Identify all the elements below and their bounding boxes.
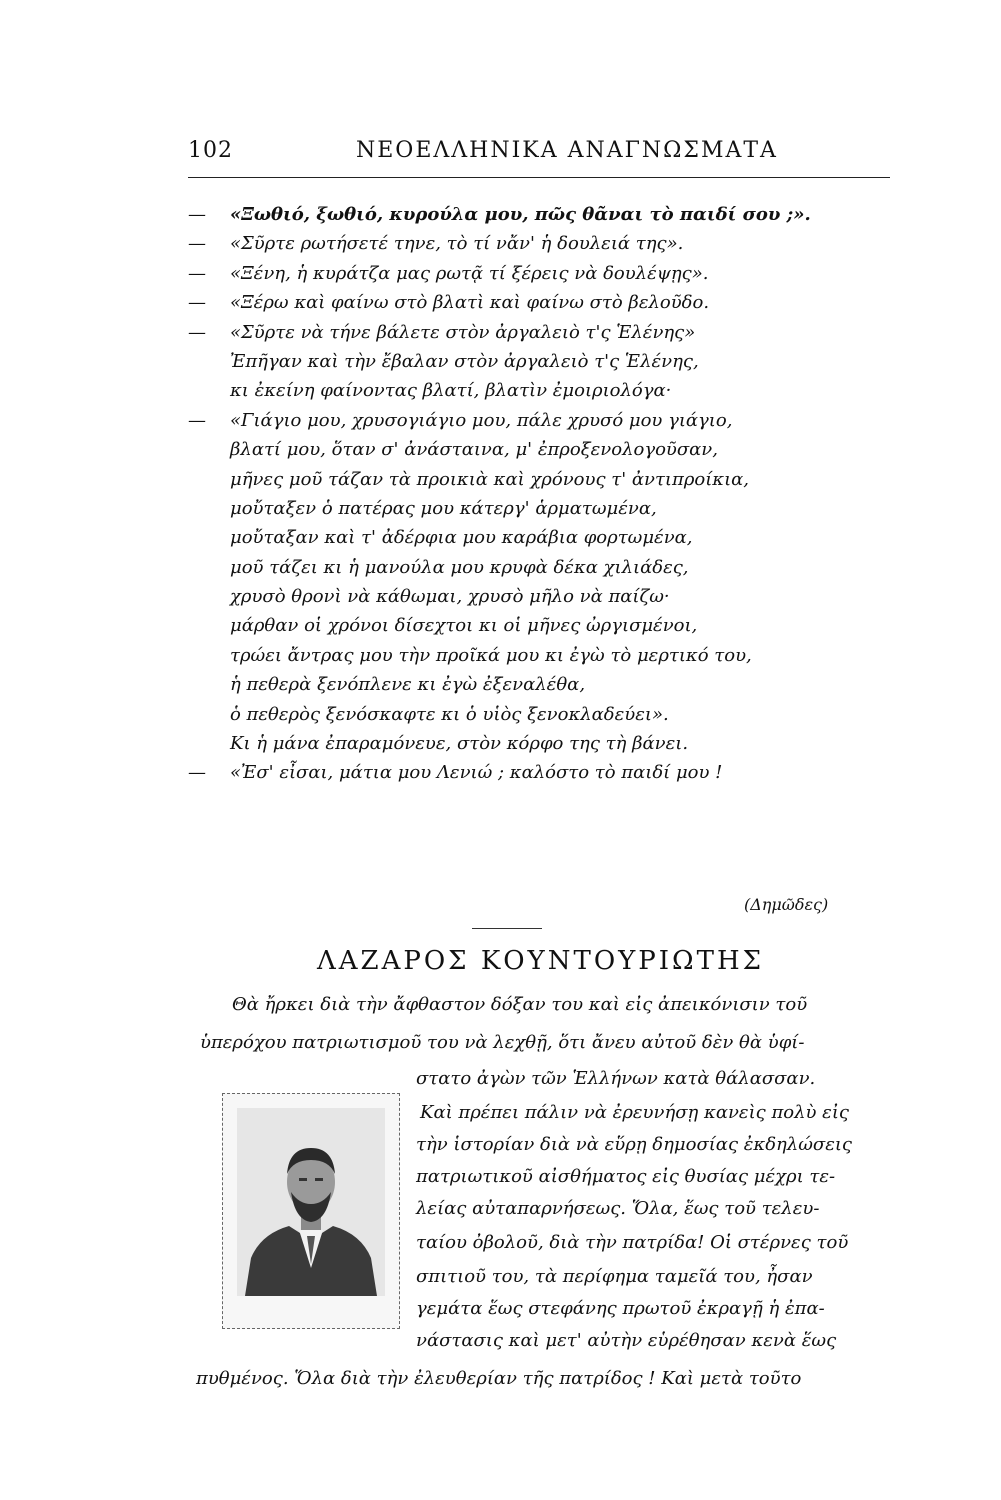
page-number: 102 (188, 138, 233, 163)
poem-line-text: «Ξωθιό, ξωθιό, κυρούλα μου, πῶς θᾶναι τὸ παιδί σου ;». (230, 204, 811, 225)
article-line: νάστασις καὶ μετ' αὐτὴν εὑρέθησαν κενὰ ἕως (416, 1330, 837, 1351)
section-separator (472, 928, 542, 929)
dialogue-dash: — (188, 204, 206, 225)
article-line: Θὰ ἤρκει διὰ τὴν ἄφθαστον δόξαν του καὶ εἰς ἀπεικόνισιν τοῦ (232, 994, 808, 1015)
dialogue-dash: — (188, 409, 206, 431)
running-title: ΝΕΟΕΛΛΗΝΙΚΑ ΑΝΑΓΝΩΣΜΑΤΑ (356, 138, 778, 163)
article-line: τὴν ἱστορίαν διὰ νὰ εὕρῃ δημοσίας ἐκδηλώσεις (416, 1134, 852, 1155)
poem-line-text: «Σῦρτε ρωτήσετέ τηνε, τὸ τί νἄν' ἡ δουλειά της». (230, 233, 684, 255)
poem-line-text: χρυσὸ θρονὶ νὰ κάθωμαι, χρυσὸ μῆλο νὰ παίζω· (230, 586, 670, 608)
poem-line-text: τρώει ἄντρας μου τὴν προῖκά μου κι ἐγὼ τὸ μερτικό του, (230, 644, 752, 666)
poem-line (188, 229, 908, 258)
article-line: λείας αὐταπαρνήσεως. Ὅλα, ἕως τοῦ τελευ- (416, 1198, 820, 1219)
poem-line (188, 700, 908, 729)
poem-line (188, 582, 908, 611)
article-line: ταίου ὀβολοῦ, διὰ τὴν πατρίδα! Οἱ στέρνες τοῦ (416, 1232, 849, 1253)
poem-line (188, 641, 908, 670)
dialogue-dash: — (188, 262, 206, 284)
poem-line (188, 259, 908, 288)
article-line: γεμάτα ἕως στεφάνης πρωτοῦ ἐκραγῇ ἡ ἐπα- (416, 1298, 825, 1319)
article-line: πατριωτικοῦ αἰσθήματος εἰς θυσίας μέχρι τε- (416, 1166, 836, 1187)
poem-line-text: μοὔταξαν καὶ τ' ἀδέρφια μου καράβια φορτωμένα, (230, 527, 693, 549)
portrait-photo (237, 1108, 385, 1296)
poem-line (188, 729, 908, 758)
poem-line-text: «Σῦρτε νὰ τήνε βάλετε στὸν ἀργαλειὸ τ'ς Ἑλένης» (230, 321, 696, 343)
poem-line-text: Κι ἡ μάνα ἐπαραμόνευε, στὸν κόρφο της τὴ βάνει. (230, 733, 689, 755)
poem-line-text: «Ξένη, ἡ κυράτζα μας ρωτᾷ τί ξέρεις νὰ δουλέψῃς». (230, 262, 709, 284)
poem-line (188, 288, 908, 317)
poem-line (188, 494, 908, 523)
poem-line-text: μῆνες μοῦ τάζαν τὰ προικιὰ καὶ χρόνους τ' ἀντιπροίκια, (230, 468, 750, 490)
poem-line (188, 376, 908, 405)
folk-poem (188, 200, 908, 788)
poem-line-text: ὁ πεθερὸς ξενόσκαφτε κι ὁ υἱὸς ξενοκλαδεύει». (230, 703, 669, 725)
poem-line-text: κι ἐκείνη φαίνοντας βλατί, βλατὶν ἐμοιριολόγα· (230, 380, 672, 402)
dialogue-dash: — (188, 321, 206, 343)
poem-line (188, 318, 908, 347)
portrait-frame (222, 1093, 400, 1329)
poem-line-text: «Ἐσ' εἶσαι, μάτια μου Λενιώ ; καλόστο τὸ παιδί μου ! (230, 762, 723, 784)
poem-line-text: μάρθαν οἱ χρόνοι δίσεχτοι κι οἱ μῆνες ὠργισμένοι, (230, 615, 698, 637)
poem-line-text: βλατί μου, ὅταν σ' ἀνάσταινα, μ' ἐπροξενολογοῦσαν, (230, 439, 718, 461)
article-line: πυθμένος. Ὅλα διὰ τὴν ἐλευθερίαν τῆς πατρίδος ! Καὶ μετὰ τοῦτο (196, 1368, 802, 1389)
poem-line (188, 553, 908, 582)
header-rule (188, 177, 890, 178)
page-header (188, 138, 890, 176)
dialogue-dash: — (188, 762, 206, 784)
poem-line-text: μοῦ τάζει κι ἡ μανούλα μου κρυφὰ δέκα χιλιάδες, (230, 556, 689, 578)
article-line: στατο ἀγὼν τῶν Ἑλλήνων κατὰ θάλασσαν. (416, 1068, 816, 1089)
dialogue-dash: — (188, 233, 206, 255)
article-line: σπιτιοῦ του, τὰ περίφημα ταμεῖά του, ἦσαν (416, 1266, 813, 1287)
portrait-illustration (237, 1108, 385, 1296)
article-line: Καὶ πρέπει πάλιν νὰ ἐρευνήσῃ κανεὶς πολὺ εἰς (420, 1102, 849, 1123)
poem-line-text: μοὔταξεν ὁ πατέρας μου κάτεργ' ἁρματωμένα, (230, 497, 657, 519)
poem-line (188, 406, 908, 435)
poem-line-text: «Ξέρω καὶ φαίνω στὸ βλατὶ καὶ φαίνω στὸ βελοῦδο. (230, 292, 710, 314)
poem-line-text: «Γιάγιο μου, χρυσογιάγιο μου, πάλε χρυσό μου γιάγιο, (230, 409, 733, 431)
poem-attribution: (Δημῶδες) (744, 895, 829, 914)
poem-line (188, 200, 908, 229)
poem-line (188, 758, 908, 787)
dialogue-dash: — (188, 292, 206, 314)
poem-line (188, 523, 908, 552)
article-title: ΛΑΖΑΡΟΣ ΚΟΥΝΤΟΥΡΙΩΤΗΣ (316, 946, 765, 976)
poem-line (188, 670, 908, 699)
poem-line-text: ἡ πεθερὰ ξενόπλενε κι ἐγὼ ἐξεναλέθα, (230, 674, 586, 696)
poem-line (188, 435, 908, 464)
poem-line (188, 465, 908, 494)
poem-line (188, 611, 908, 640)
poem-line-text: Ἐπῆγαν καὶ τὴν ἔβαλαν στὸν ἀργαλειὸ τ'ς Ἑλένης, (230, 350, 699, 372)
poem-line (188, 347, 908, 376)
article-line: ὑπερόχου πατριωτισμοῦ του νὰ λεχθῇ, ὅτι ἄνευ αὐτοῦ δὲν θὰ ὑφί- (200, 1032, 805, 1053)
